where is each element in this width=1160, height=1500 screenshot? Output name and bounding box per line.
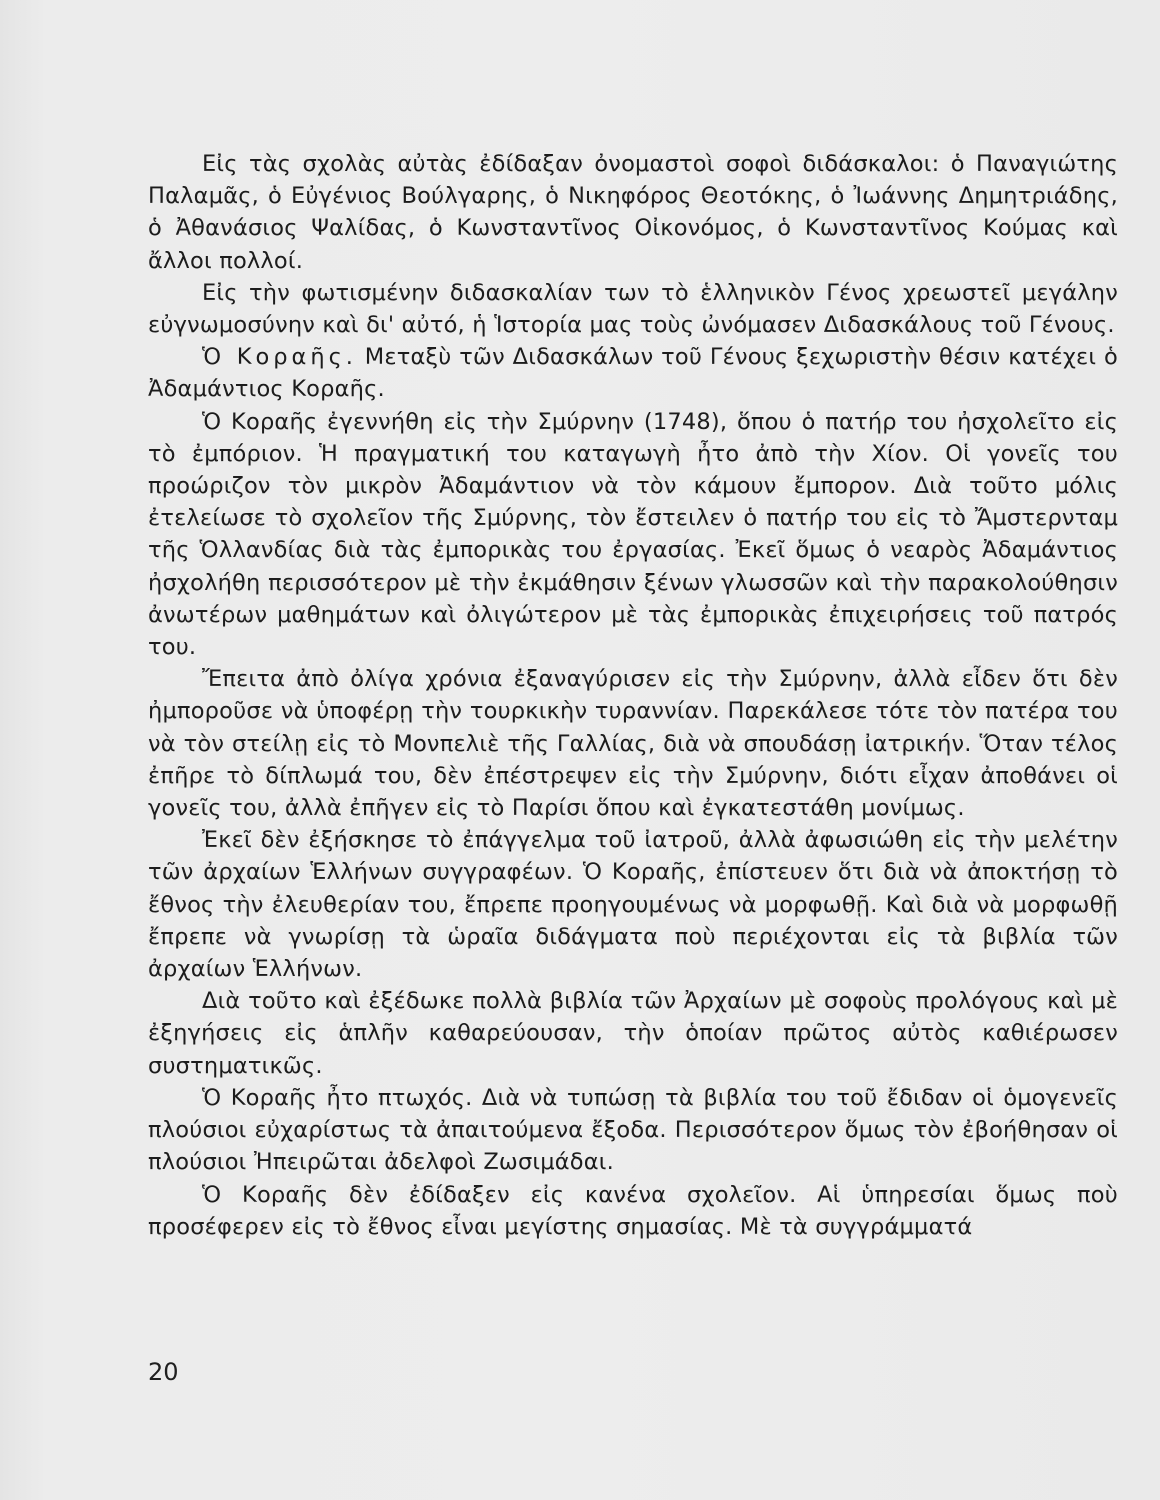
paragraph: Ὁ Κοραῆς ἐγεννήθη εἰς τὴν Σμύρνην (1748), ὅπου ὁ πατήρ του ἠσχολεῖτο εἰς τὸ ἐμπόριον. Ἡ πραγματική του καταγωγὴ ἦτο ἀπὸ τὴν Χίον. Οἱ γονεῖς του προώριζον τὸν μικρὸν Ἀδαμάντιον νὰ τὸν κάμουν ἔμπορον. Διὰ τοῦτο μόλις ἐτελείωσε τὸ σχολεῖον τῆς Σμύρνης, τὸν ἔστειλεν ὁ πατήρ του εἰς τὸ Ἄμστερνταμ τῆς Ὁλλανδίας διὰ τὰς ἐμπορικὰς του ἐργασίας. Ἐκεῖ ὅμως ὁ νεαρὸς Ἀδαμάντιος ἠσχολήθη περισσότερον μὲ τὴν ἐκμάθησιν ξένων γλωσσῶν καὶ τὴν παρακολούθησιν ἀνωτέρων μαθημάτων καὶ ὀλιγώτερον μὲ τὰς ἐμπορικὰς ἐπιχειρήσεις τοῦ πατρός του. — [148, 408, 1118, 661]
body-text — [148, 148, 1118, 1243]
paragraph: Διὰ τοῦτο καὶ ἐξέδωκε πολλὰ βιβλία τῶν Ἀρχαίων μὲ σοφοὺς προλόγους καὶ μὲ ἐξηγήσεις εἰς ἁπλῆν καθαρεύουσαν, τὴν ὁποίαν πρῶτος αὐτὸς καθιέρωσεν συστηματικῶς. — [148, 988, 1118, 1079]
paragraph: Ἐκεῖ δὲν ἐξήσκησε τὸ ἐπάγγελμα τοῦ ἰατροῦ, ἀλλὰ ἀφωσιώθη εἰς τὴν μελέτην τῶν ἀρχαίων Ἑλλήνων συγγραφέων. Ὁ Κοραῆς, ἐπίστευεν ὅτι διὰ νὰ ἀποκτήσῃ τὸ ἔθνος τὴν ἐλευθερίαν του, ἔπρεπε προηγουμένως νὰ μορφωθῇ. Καὶ διὰ νὰ μορφωθῇ ἔπρεπε νὰ γνωρίσῃ τὰ ὡραῖα διδάγματα ποὺ περιέχονται εἰς τὰ βιβλία τῶν ἀρχαίων Ἑλλήνων. — [148, 827, 1118, 983]
paragraph: Ἔπειτα ἀπὸ ὀλίγα χρόνια ἐξαναγύρισεν εἰς τὴν Σμύρνην, ἀλλὰ εἶδεν ὅτι δὲν ἠμποροῦσε νὰ ὑποφέρῃ τὴν τουρκικὴν τυραννίαν. Παρεκάλεσε τότε τὸν πατέρα του νὰ τὸν στείλῃ εἰς τὸ Μονπελιὲ τῆς Γαλλίας, διὰ νὰ σπουδάσῃ ἰατρικήν. Ὅταν τέλος ἐπῆρε τὸ δίπλωμά του, δὲν ἐπέστρεψεν εἰς τὴν Σμύρνην, διότι εἶχαν ἀποθάνει οἱ γονεῖς του, ἀλλὰ ἐπῆγεν εἰς τὸ Παρίσι ὅπου καὶ ἐγκατεστάθη μονίμως. — [148, 666, 1118, 822]
paragraph: Ὁ Κοραῆς δὲν ἐδίδαξεν εἰς κανένα σχολεῖον. Αἱ ὑπηρεσίαι ὅμως ποὺ προσέφερεν εἰς τὸ ἔθνος εἶναι μεγίστης σημασίας. Μὲ τὰ συγγράμματά — [148, 1181, 1118, 1240]
page-number: 20 — [148, 1358, 179, 1386]
paragraph: Εἰς τὰς σχολὰς αὐτὰς ἐδίδαξαν ὀνομαστοὶ σοφοὶ διδάσκαλοι: ὁ Παναγιώτης Παλαμᾶς, ὁ Εὐγένιος Βούλγαρης, ὁ Νικηφόρος Θεοτόκης, ὁ Ἰωάννης Δημητριάδης, ὁ Ἀθανάσιος Ψαλίδας, ὁ Κωνσταντῖνος Οἰκονόμος, ὁ Κωνσταντῖνος Κούμας καὶ ἄλλοι πολλοί. — [148, 151, 1118, 274]
paragraph: Ὁ Κοραῆς ἦτο πτωχός. Διὰ νὰ τυπώσῃ τὰ βιβλία του τοῦ ἔδιδαν οἱ ὁμογενεῖς πλούσιοι εὐχαρίστως τὰ ἀπαιτούμενα ἔξοδα. Περισσότερον ὅμως τὸν ἐβοήθησαν οἱ πλούσιοι Ἠπειρῶται ἀδελφοὶ Ζωσιμάδαι. — [148, 1084, 1118, 1176]
paragraph: Εἰς τὴν φωτισμένην διδασκαλίαν των τὸ ἑλληνικὸν Γένος χρεωστεῖ μεγάλην εὐγνωμοσύνην καὶ δι' αὐτό, ἡ Ἱστορία μας τοὺς ὠνόμασεν Διδασκάλους τοῦ Γένους. — [148, 279, 1118, 339]
section-heading: Ὁ Κοραῆς. — [202, 344, 357, 371]
paragraph — [148, 341, 1118, 405]
paragraph-text: Μεταξὺ τῶν Διδασκάλων τοῦ Γένους ξεχωριστὴν θέσιν κατέχει ὁ Ἀδαμάντιος Κοραῆς. — [148, 344, 1118, 403]
